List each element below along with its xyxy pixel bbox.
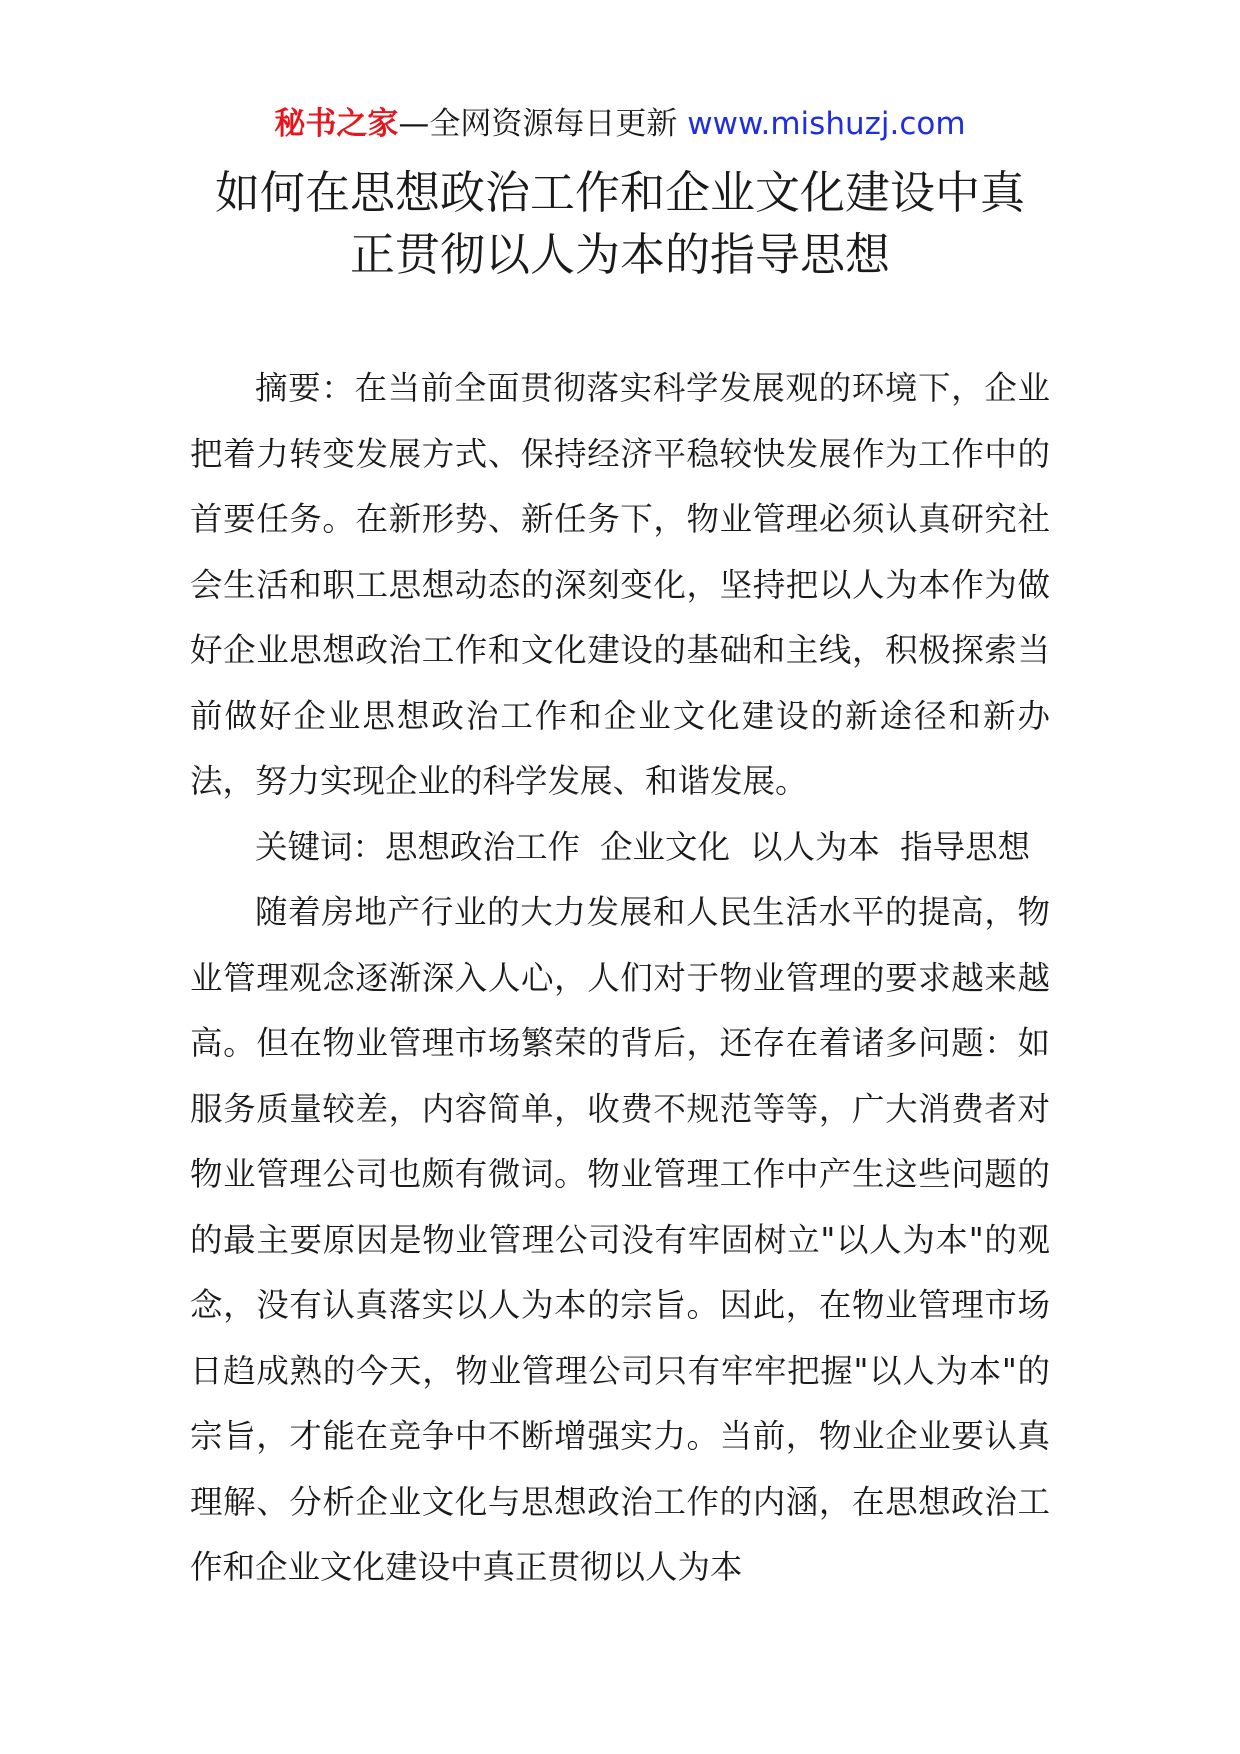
document-title	[150, 162, 1090, 286]
keyword-item: 思想政治工作	[385, 827, 581, 866]
keyword-item: 企业文化	[600, 827, 731, 866]
keyword-item: 指导思想	[900, 827, 1031, 866]
keyword-item: 以人为本	[750, 827, 881, 866]
title-line-1: 如何在思想政治工作和企业文化建设中真	[214, 166, 1025, 219]
brand-name: 秘书之家	[274, 106, 399, 142]
banner-tagline: —全网资源每日更新	[398, 106, 688, 142]
keywords-label: 关键词：	[255, 827, 386, 866]
site-url-link[interactable]: www.mishuzj.com	[687, 106, 966, 142]
site-banner	[0, 100, 1240, 148]
body-paragraph: 随着房地产行业的大力发展和人民生活水平的提高，物业管理观念逐渐深入人心，人们对于物业管理的要求越来越高。但在物业管理市场繁荣的背后，还存在着诸多问题：如服务质量较差，内容简单，收费不规范等等，广大消费者对物业管理公司也颇有微词。物业管理工作中产生这些问题的的最主要原因是物业管理公司没有牢固树立"以人为本"的观念，没有认真落实以人为本的宗旨。因此，在物业管理市场日趋成熟的今天，物业管理公司只有牢牢把握"以人为本"的宗旨，才能在竞争中不断增强实力。当前，物业企业要认真理解、分析企业文化与思想政治工作的内涵，在思想政治工作和企业文化建设中真正贯彻以人为本	[190, 893, 1050, 1586]
document-body	[190, 356, 1050, 1601]
abstract-paragraph: 摘要：在当前全面贯彻落实科学发展观的环境下，企业把着力转变发展方式、保持经济平稳较快发展作为工作中的首要任务。在新形势、新任务下，物业管理必须认真研究社会生活和职工思想动态的深刻变化，坚持把以人为本作为做好企业思想政治工作和文化建设的基础和主线，积极探索当前做好企业思想政治工作和企业文化建设的新途径和新办法，努力实现企业的科学发展、和谐发展。	[190, 369, 1050, 800]
keywords-line	[190, 815, 1050, 881]
title-line-2: 正贯彻以人为本的指导思想	[349, 228, 890, 281]
